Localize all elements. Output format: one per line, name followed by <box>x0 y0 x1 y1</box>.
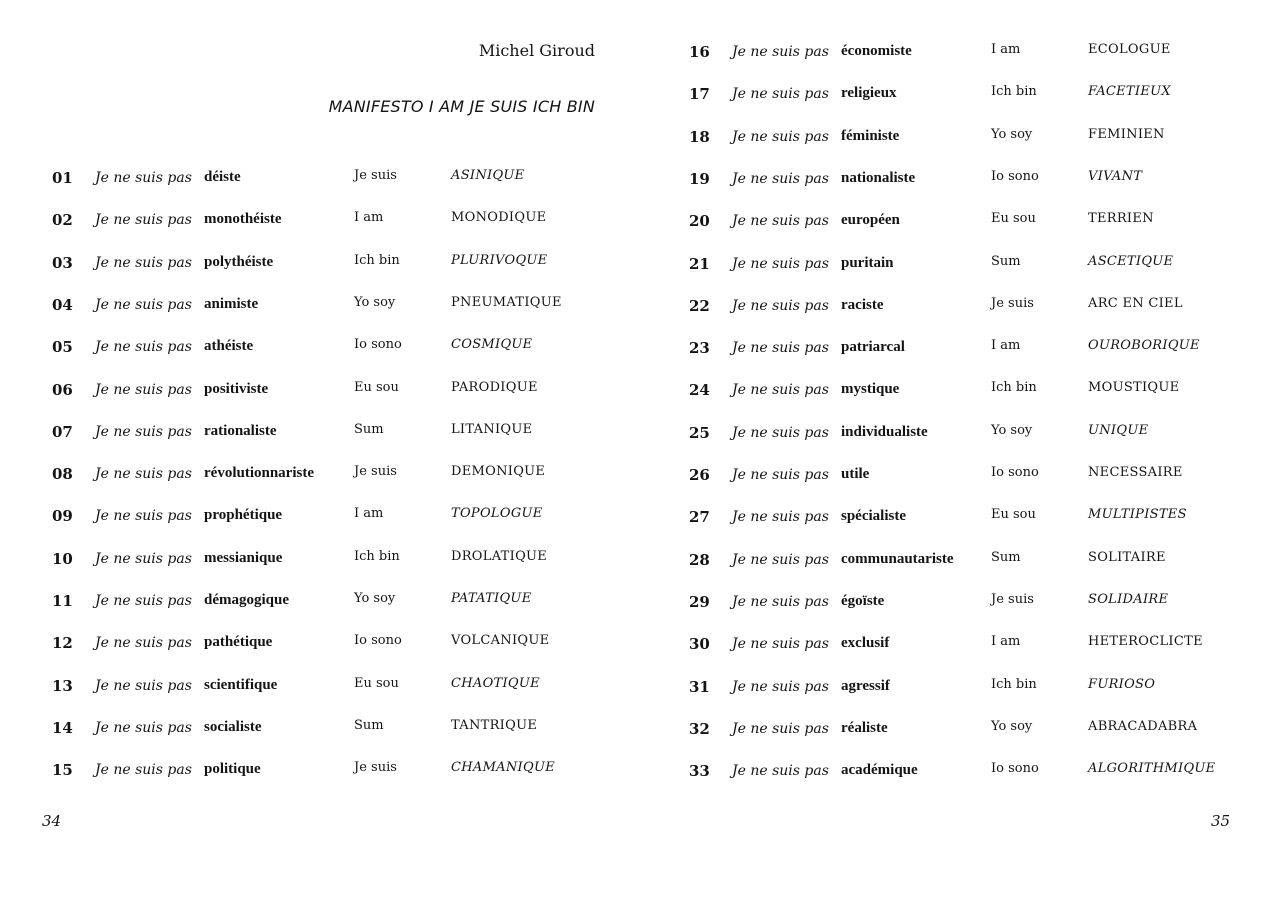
row-word: économiste <box>841 43 912 59</box>
row-num: 02 <box>52 211 73 230</box>
row-word: messianique <box>204 549 283 566</box>
row-lang: Ich bin <box>991 676 1037 692</box>
row-lang: Je suis <box>354 464 397 480</box>
row-word: puritain <box>841 254 894 271</box>
row-neg: Je ne suis pas <box>732 213 829 230</box>
row-word: révolutionnariste <box>204 465 314 482</box>
row-neg: Je ne suis pas <box>732 44 829 60</box>
row-num: 24 <box>689 381 710 400</box>
row-attr: FEMINIEN <box>1088 126 1165 142</box>
row-word: agressif <box>841 677 890 694</box>
row-word: réaliste <box>841 719 888 736</box>
row-neg: Je ne suis pas <box>95 719 192 736</box>
row-num: 32 <box>689 719 710 738</box>
row-lang: Yo soy <box>991 718 1033 734</box>
row-lang: Io sono <box>354 337 402 353</box>
row-lang: Io sono <box>991 761 1039 777</box>
row-neg: Je ne suis pas <box>732 255 829 272</box>
row-neg: Je ne suis pas <box>95 466 192 483</box>
row-lang: Yo soy <box>991 126 1033 142</box>
row-lang: Ich bin <box>354 252 400 268</box>
row-attr: MOUSTIQUE <box>1088 380 1180 396</box>
row-word: rationaliste <box>204 422 277 439</box>
row-attr: TERRIEN <box>1088 211 1154 227</box>
row-num: 15 <box>52 761 73 780</box>
row-num: 12 <box>52 634 73 653</box>
row-num: 04 <box>52 295 73 314</box>
row-word: politique <box>204 761 261 778</box>
row-lang: I am <box>991 338 1021 354</box>
manifesto-title: MANIFESTO I AM JE SUIS ICH BIN <box>328 97 595 116</box>
row-num: 27 <box>689 508 710 527</box>
row-word: individualiste <box>841 423 928 440</box>
row-num: 08 <box>52 465 73 484</box>
row-attr: COSMIQUE <box>451 337 533 353</box>
row-word: exclusif <box>841 635 890 652</box>
right-page <box>637 0 1274 904</box>
row-lang: Eu sou <box>354 379 399 395</box>
row-num: 10 <box>52 549 73 568</box>
row-num: 17 <box>689 85 710 104</box>
row-neg: Je ne suis pas <box>95 254 192 271</box>
row-word: raciste <box>841 296 884 313</box>
row-num: 33 <box>689 762 710 781</box>
row-attr: SOLIDAIRE <box>1088 591 1169 607</box>
row-lang: I am <box>991 42 1021 57</box>
row-word: socialiste <box>204 718 262 735</box>
row-attr: PNEUMATIQUE <box>451 294 562 310</box>
row-word: européen <box>841 212 900 229</box>
row-lang: I am <box>354 210 384 226</box>
row-attr: ABRACADABRA <box>1088 718 1198 734</box>
row-num: 07 <box>52 422 73 441</box>
row-attr: VOLCANIQUE <box>451 633 550 649</box>
row-neg: Je ne suis pas <box>95 508 192 525</box>
row-attr: ASINIQUE <box>451 168 525 183</box>
row-word: mystique <box>841 381 900 398</box>
row-num: 18 <box>689 127 710 146</box>
row-neg: Je ne suis pas <box>732 382 829 399</box>
row-num: 20 <box>689 212 710 231</box>
row-attr: TANTRIQUE <box>451 717 538 733</box>
row-lang: Io sono <box>991 465 1039 480</box>
row-lang: Eu sou <box>991 211 1036 227</box>
row-attr: LITANIQUE <box>451 421 533 437</box>
row-word: démagogique <box>204 592 290 608</box>
row-lang: Je suis <box>991 295 1034 311</box>
row-num: 28 <box>689 550 710 569</box>
row-attr: ALGORITHMIQUE <box>1088 761 1216 777</box>
row-neg: Je ne suis pas <box>95 381 192 398</box>
row-attr: NECESSAIRE <box>1088 465 1183 480</box>
row-neg: Je ne suis pas <box>732 551 829 568</box>
row-lang: Sum <box>991 253 1021 269</box>
row-neg: Je ne suis pas <box>95 296 192 313</box>
author-name: Michel Giroud <box>478 41 595 60</box>
row-attr: DROLATIQUE <box>451 548 548 564</box>
row-neg: Je ne suis pas <box>95 423 192 440</box>
row-num: 16 <box>689 43 710 61</box>
row-num: 11 <box>52 592 73 610</box>
row-attr: ECOLOGUE <box>1088 42 1171 57</box>
row-lang: Je suis <box>354 168 397 183</box>
row-num: 06 <box>52 380 73 399</box>
row-lang: Io sono <box>991 168 1039 184</box>
row-lang: Yo soy <box>354 591 396 606</box>
row-lang: Yo soy <box>991 422 1033 438</box>
row-attr: UNIQUE <box>1088 422 1149 438</box>
row-neg: Je ne suis pas <box>95 339 192 356</box>
row-attr: SOLITAIRE <box>1088 549 1166 565</box>
row-lang: Ich bin <box>991 84 1037 100</box>
row-neg: Je ne suis pas <box>732 467 829 483</box>
row-neg: Je ne suis pas <box>732 170 829 187</box>
row-word: athéiste <box>204 338 254 355</box>
row-word: académique <box>841 762 918 779</box>
row-attr: MULTIPISTES <box>1088 507 1187 523</box>
row-neg: Je ne suis pas <box>732 128 829 145</box>
row-lang: Ich bin <box>354 548 400 564</box>
row-lang: I am <box>991 634 1021 650</box>
row-neg: Je ne suis pas <box>732 424 829 441</box>
row-neg: Je ne suis pas <box>732 297 829 314</box>
page-number-left: 34 <box>42 812 62 830</box>
row-neg: Je ne suis pas <box>732 86 829 103</box>
row-neg: Je ne suis pas <box>732 509 829 526</box>
row-lang: Io sono <box>354 633 402 649</box>
row-attr: ARC EN CIEL <box>1088 295 1183 311</box>
row-word: féministe <box>841 127 900 144</box>
row-word: patriarcal <box>841 339 905 356</box>
row-word: monothéiste <box>204 211 282 228</box>
row-num: 09 <box>52 507 73 526</box>
row-neg: Je ne suis pas <box>732 678 829 695</box>
row-num: 01 <box>52 169 73 187</box>
row-attr: MONODIQUE <box>451 210 547 226</box>
row-attr: TOPOLOGUE <box>451 506 543 522</box>
row-attr: PARODIQUE <box>451 379 538 395</box>
row-lang: Ich bin <box>991 380 1037 396</box>
row-word: scientifique <box>204 676 278 693</box>
row-num: 03 <box>52 253 73 272</box>
row-num: 26 <box>689 466 710 484</box>
row-word: religieux <box>841 85 897 102</box>
row-lang: Eu sou <box>354 675 399 691</box>
row-word: égoïste <box>841 592 885 609</box>
row-lang: Sum <box>991 549 1021 565</box>
row-num: 05 <box>52 338 73 357</box>
row-num: 23 <box>689 339 710 358</box>
row-neg: Je ne suis pas <box>732 340 829 357</box>
row-attr: CHAOTIQUE <box>451 675 540 691</box>
row-neg: Je ne suis pas <box>732 763 829 780</box>
row-word: pathétique <box>204 634 273 651</box>
row-attr: CHAMANIQUE <box>451 760 555 776</box>
row-attr: FACETIEUX <box>1088 84 1171 100</box>
row-lang: Je suis <box>354 760 397 776</box>
row-lang: Yo soy <box>354 294 396 310</box>
row-word: polythéiste <box>204 253 274 270</box>
row-num: 14 <box>52 718 73 737</box>
row-lang: Sum <box>354 421 384 437</box>
row-word: déiste <box>204 169 241 185</box>
row-neg: Je ne suis pas <box>732 593 829 610</box>
row-word: positiviste <box>204 380 269 397</box>
row-lang: Sum <box>354 717 384 733</box>
row-neg: Je ne suis pas <box>95 762 192 779</box>
row-num: 31 <box>689 677 710 696</box>
row-attr: PLURIVOQUE <box>451 252 548 268</box>
row-word: communautariste <box>841 550 954 567</box>
row-attr: ASCETIQUE <box>1088 253 1174 269</box>
row-neg: Je ne suis pas <box>95 212 192 229</box>
row-num: 21 <box>689 254 710 273</box>
row-neg: Je ne suis pas <box>732 720 829 737</box>
row-neg: Je ne suis pas <box>95 593 192 609</box>
row-neg: Je ne suis pas <box>95 635 192 652</box>
row-neg: Je ne suis pas <box>732 636 829 653</box>
row-lang: Je suis <box>991 591 1034 607</box>
row-neg: Je ne suis pas <box>95 550 192 567</box>
row-num: 19 <box>689 169 710 188</box>
row-attr: DEMONIQUE <box>451 464 546 480</box>
row-attr: HETEROCLICTE <box>1088 634 1203 650</box>
row-attr: PATATIQUE <box>451 591 532 606</box>
row-lang: I am <box>354 506 384 522</box>
row-neg: Je ne suis pas <box>95 677 192 694</box>
row-word: utile <box>841 466 870 482</box>
row-word: animiste <box>204 295 259 312</box>
row-attr: OUROBORIQUE <box>1088 338 1200 354</box>
row-attr: VIVANT <box>1088 168 1143 184</box>
row-word: nationaliste <box>841 169 916 186</box>
row-num: 13 <box>52 676 73 695</box>
row-num: 30 <box>689 635 710 654</box>
page-number-right: 35 <box>1211 812 1231 830</box>
row-lang: Eu sou <box>991 507 1036 523</box>
row-word: spécialiste <box>841 508 906 525</box>
row-attr: FURIOSO <box>1088 676 1156 692</box>
row-word: prophétique <box>204 507 283 524</box>
row-num: 25 <box>689 423 710 442</box>
row-num: 29 <box>689 592 710 611</box>
row-neg: Je ne suis pas <box>95 170 192 186</box>
row-num: 22 <box>689 296 710 315</box>
